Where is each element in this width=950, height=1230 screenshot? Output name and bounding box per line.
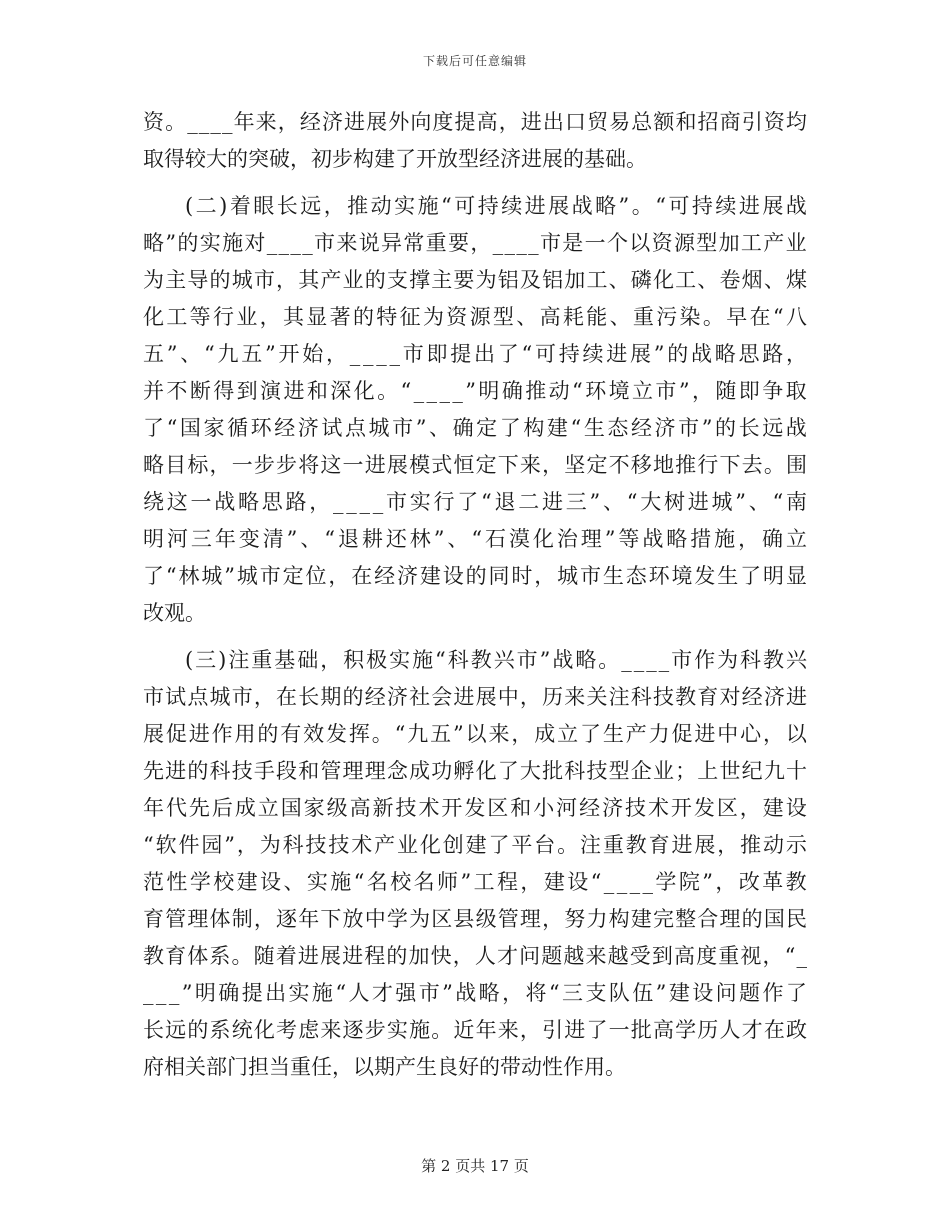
paragraph xyxy=(143,642,807,1086)
text-line: 长 远 的 系 统 化 考 虑 来 逐 步 实 施 。 近 年 来 ， 引 进 了 一 批 高 学 历 人 才 在 政 xyxy=(143,1018,807,1042)
text-line: 并 不 断 得 到 演 进 和 深 化 。 “ _ _ _ _ ” 明 确 推 动 “ 环 境 立 市 ” ， 随 即 争 取 xyxy=(143,379,807,403)
page-number: 第 2 页共 17 页 xyxy=(421,1157,529,1175)
paragraph xyxy=(143,188,807,632)
text-line: 先 进 的 科 技 手 段 和 管 理 理 念 成 功 孵 化 了 大 批 科 技 型 企 业 ； 上 世 纪 九 十 xyxy=(143,759,807,783)
text-line: 五 ” 、 “ 九 五 ” 开 始 ， _ _ _ _ 市 即 提 出 了 “ 可 持 续 进 展 ” 的 战 略 思 路 ， xyxy=(143,342,807,366)
text-line: 取得较大的突破，初步构建了开放型经济进展的基础。 xyxy=(143,147,647,171)
text-line: _ _ _ ” 明 确 提 出 实 施 “ 人 才 强 市 ” 战 略 ， 将 “ 三 支 队 伍 ” 建 设 问 题 作 了 xyxy=(143,981,807,1005)
text-line: 了 “ 林 城 ” 城 市 定 位 ， 在 经 济 建 设 的 同 时 ， 城 市 生 态 环 境 发 生 了 明 显 xyxy=(143,564,807,588)
text-line: 明 河 三 年 变 清 ” 、 “ 退 耕 还 林 ” 、 “ 石 漠 化 治 理 ” 等 战 略 措 施 ， 确 立 xyxy=(143,527,807,551)
text-line: 为 主 导 的 城 市 ， 其 产 业 的 支 撑 主 要 为 铝 及 铝 加 工 、 磷 化 工 、 卷 烟 、 煤 xyxy=(143,268,807,292)
text-line: 年 代 先 后 成 立 国 家 级 高 新 技 术 开 发 区 和 小 河 经 济 技 术 开 发 区 ， 建 设 xyxy=(143,796,807,820)
text-line: 府相关部门担当重任，以期产生良好的带动性作用。 xyxy=(143,1055,626,1079)
text-line: 改观。 xyxy=(143,601,206,625)
text-line: 市 试 点 城 市 ， 在 长 期 的 经 济 社 会 进 展 中 ， 历 来 关 注 科 技 教 育 对 经 济 进 xyxy=(143,685,807,709)
text-line: 资 。 _ _ _ _ 年 来 ， 经 济 进 展 外 向 度 提 高 ， 进 出 口 贸 易 总 额 和 招 商 引 资 均 xyxy=(143,110,807,134)
text-line: 化 工 等 行 业 ， 其 显 著 的 特 征 为 资 源 型 、 高 耗 能 、 重 污 染 。 早 在 “ 八 xyxy=(143,305,807,329)
text-line: ( 二 ) 着 眼 长 远 ， 推 动 实 施 “ 可 持 续 进 展 战 略 ” 。 “ 可 持 续 进 展 战 xyxy=(185,194,807,218)
document-body xyxy=(143,104,807,1086)
text-line: 略 目 标 ， 一 步 步 将 这 一 进 展 模 式 恒 定 下 来 ， 坚 定 不 移 地 推 行 下 去 。 围 xyxy=(143,453,807,477)
text-line: 绕 这 一 战 略 思 路 ， _ _ _ _ 市 实 行 了 “ 退 二 进 三 ” 、 “ 大 树 进 城 ” 、 “ 南 xyxy=(143,490,807,514)
text-line: 教 育 体 系 。 随 着 进 展 进 程 的 加 快 ， 人 才 问 题 越 来 越 受 到 高 度 重 视 ， “ _ xyxy=(143,944,807,968)
paragraph xyxy=(143,104,807,178)
text-line: 展 促 进 作 用 的 有 效 发 挥 。 “ 九 五 ” 以 来 ， 成 立 了 生 产 力 促 进 中 心 ， 以 xyxy=(143,722,807,746)
text-line: ( 三 ) 注 重 基 础 ， 积 极 实 施 “ 科 教 兴 市 ” 战 略 。 _ _ _ _ 市 作 为 科 教 兴 xyxy=(185,648,807,672)
text-line: “ 软 件 园 ” ， 为 科 技 技 术 产 业 化 创 建 了 平 台 。 注 重 教 育 进 展 ， 推 动 示 xyxy=(143,833,807,857)
text-line: 略 ” 的 实 施 对 _ _ _ _ 市 来 说 异 常 重 要 ， _ _ _ _ 市 是 一 个 以 资 源 型 加 工 产 业 xyxy=(143,231,807,255)
page-header: 下载后可任意编辑 xyxy=(422,54,527,68)
text-line: 范 性 学 校 建 设 、 实 施 “ 名 校 名 师 ” 工 程 ， 建 设 “ _ _ _ _ 学 院 ” ， 改 革 教 xyxy=(143,870,807,894)
text-line: 育 管 理 体 制 ， 逐 年 下 放 中 学 为 区 县 级 管 理 ， 努 力 构 建 完 整 合 理 的 国 民 xyxy=(143,907,807,931)
text-line: 了 “ 国 家 循 环 经 济 试 点 城 市 ” 、 确 定 了 构 建 “ 生 态 经 济 市 ” 的 长 远 战 xyxy=(143,416,807,440)
